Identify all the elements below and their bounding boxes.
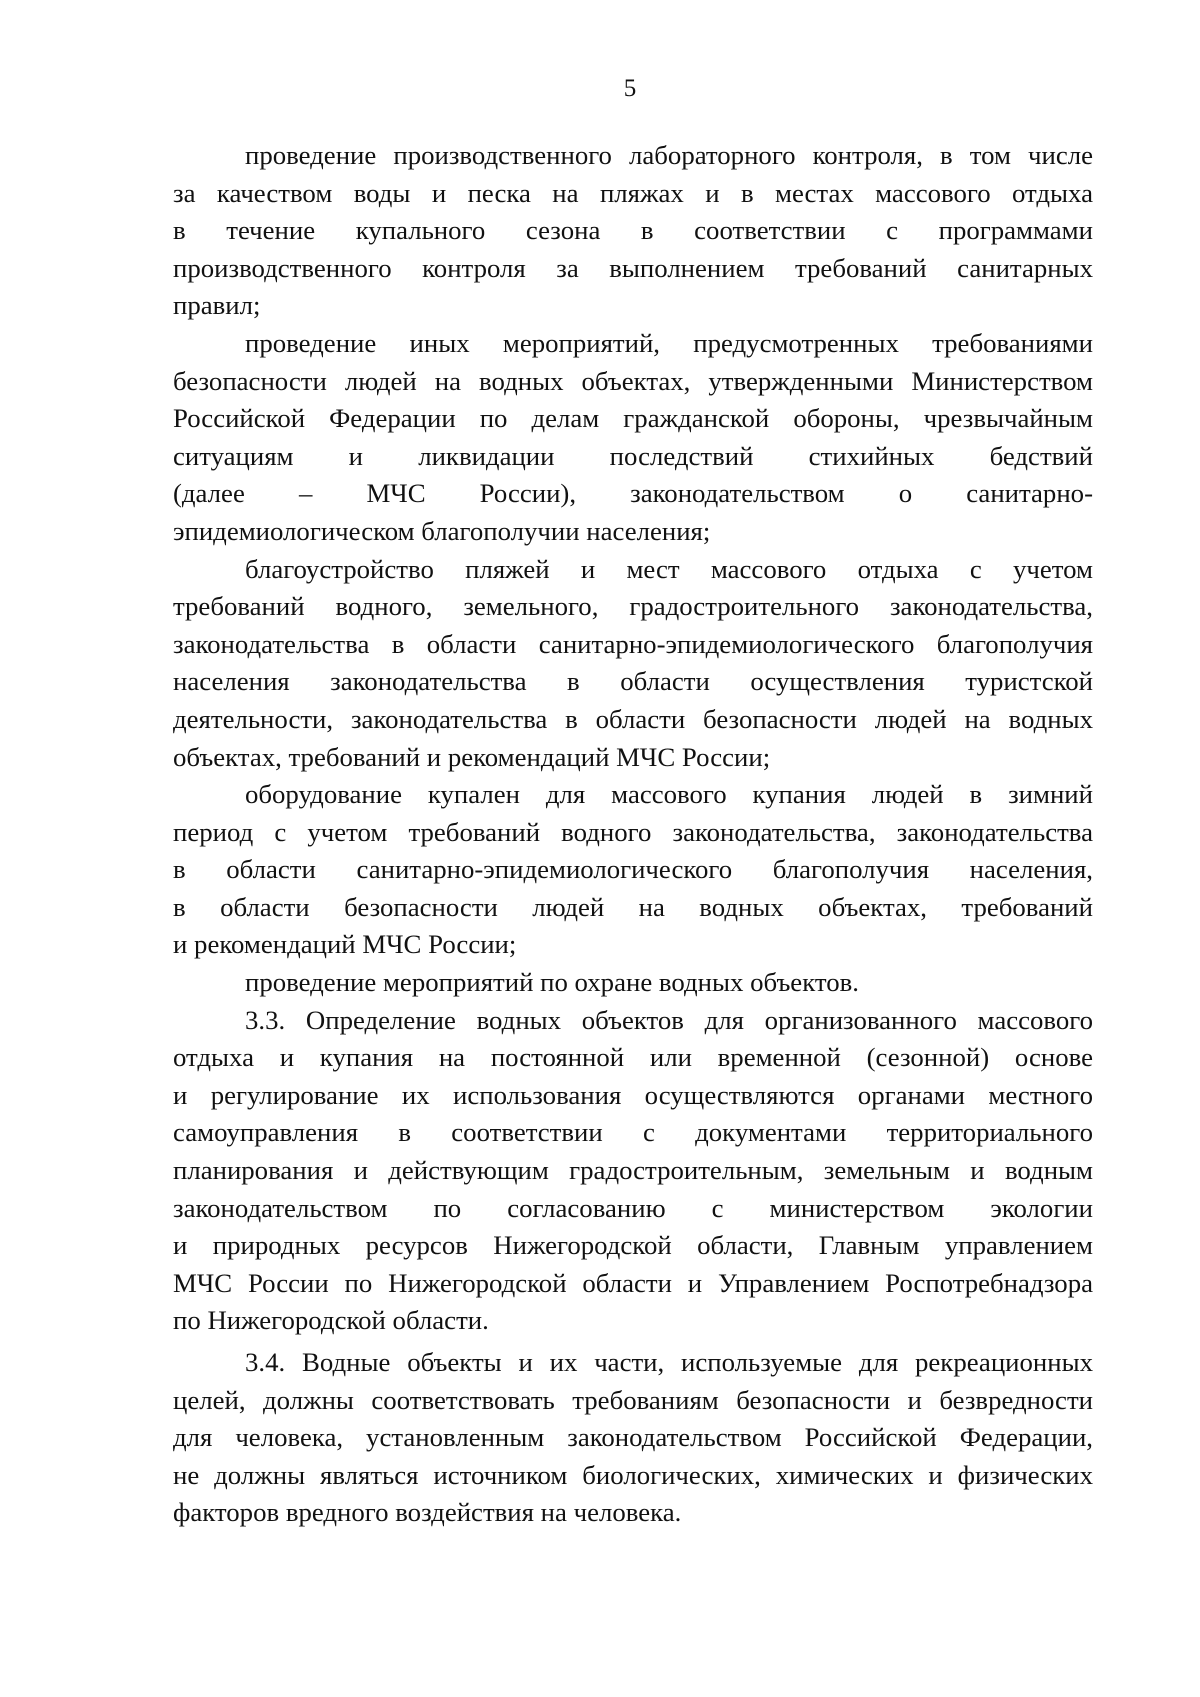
paragraph-section-3-3 bbox=[173, 1002, 1093, 1340]
paragraph-beach-improvement bbox=[173, 551, 1093, 777]
text-line: требований водного, земельного, градостроительного законодательства, bbox=[173, 591, 1093, 622]
text-line: благоустройство пляжей и мест массового отдыха с учетом bbox=[245, 553, 1093, 584]
text-line: деятельности, законодательства в области безопасности людей на водных bbox=[173, 703, 1093, 734]
text-line: объектах, требований и рекомендаций МЧС России; bbox=[173, 741, 771, 772]
text-line: факторов вредного воздействия на человека. bbox=[173, 1497, 682, 1528]
text-line: эпидемиологическом благополучии населения; bbox=[173, 515, 711, 546]
text-line: законодательства в области санитарно-эпидемиологического благополучия bbox=[173, 628, 1093, 659]
text-line: 3.4. Водные объекты и их части, используемые для рекреационных bbox=[245, 1347, 1093, 1377]
text-line: не должны являться источником биологических, химических и физических bbox=[173, 1459, 1093, 1490]
text-line: в течение купального сезона в соответствии с программами bbox=[173, 215, 1093, 246]
text-line: и рекомендаций МЧС России; bbox=[173, 929, 517, 960]
text-line: ситуациям и ликвидации последствий стихийных бедствий bbox=[173, 440, 1093, 471]
text-line: 3.3. Определение водных объектов для организованного массового bbox=[245, 1004, 1093, 1035]
paragraph-water-protection bbox=[173, 964, 1093, 1002]
text-line: населения законодательства в области осуществления туристской bbox=[173, 666, 1093, 697]
text-line: безопасности людей на водных объектах, утвержденными Министерством bbox=[173, 365, 1093, 396]
text-line: производственного контроля за выполнением требований санитарных bbox=[173, 252, 1093, 283]
text-line: в области безопасности людей на водных объектах, требований bbox=[173, 891, 1093, 922]
text-line: проведение иных мероприятий, предусмотренных требованиями bbox=[245, 327, 1093, 358]
text-line: для человека, установленным законодательством Российской Федерации, bbox=[173, 1422, 1093, 1453]
paragraph-lab-control bbox=[173, 137, 1093, 325]
text-line: планирования и действующим градостроительным, земельным и водным bbox=[173, 1155, 1093, 1186]
text-line: законодательством по согласованию с министерством экологии bbox=[173, 1192, 1093, 1223]
text-line: проведение производственного лабораторного контроля, в том числе bbox=[245, 140, 1093, 170]
text-line: (далее – МЧС России), законодательством о санитарно- bbox=[173, 478, 1093, 509]
text-line: проведение мероприятий по охране водных объектов. bbox=[245, 967, 859, 998]
text-line: целей, должны соответствовать требованиям безопасности и безвредности bbox=[173, 1384, 1093, 1415]
text-line: отдыха и купания на постоянной или временной (сезонной) основе bbox=[173, 1042, 1093, 1073]
text-line: период с учетом требований водного законодательства, законодательства bbox=[173, 816, 1093, 847]
paragraph-section-3-4 bbox=[173, 1344, 1093, 1532]
text-line: самоуправления в соответствии с документами территориального bbox=[173, 1117, 1093, 1148]
text-line: по Нижегородской области. bbox=[173, 1305, 489, 1336]
paragraph-other-measures bbox=[173, 325, 1093, 551]
text-line: оборудование купален для массового купания людей в зимний bbox=[245, 779, 1093, 810]
text-line: Российской Федерации по делам гражданской обороны, чрезвычайным bbox=[173, 403, 1093, 434]
text-line: за качеством воды и песка на пляжах и в местах массового отдыха bbox=[173, 177, 1093, 208]
page-number: 5 bbox=[623, 75, 637, 102]
document-body bbox=[173, 137, 1093, 1532]
text-line: и регулирование их использования осуществляются органами местного bbox=[173, 1079, 1093, 1110]
text-line: МЧС России по Нижегородской области и Управлением Роспотребнадзора bbox=[173, 1267, 1093, 1298]
text-line: правил; bbox=[173, 290, 261, 321]
text-line: и природных ресурсов Нижегородской области, Главным управлением bbox=[173, 1230, 1093, 1261]
paragraph-winter-bathing bbox=[173, 776, 1093, 964]
text-line: в области санитарно-эпидемиологического благополучия населения, bbox=[173, 854, 1093, 885]
